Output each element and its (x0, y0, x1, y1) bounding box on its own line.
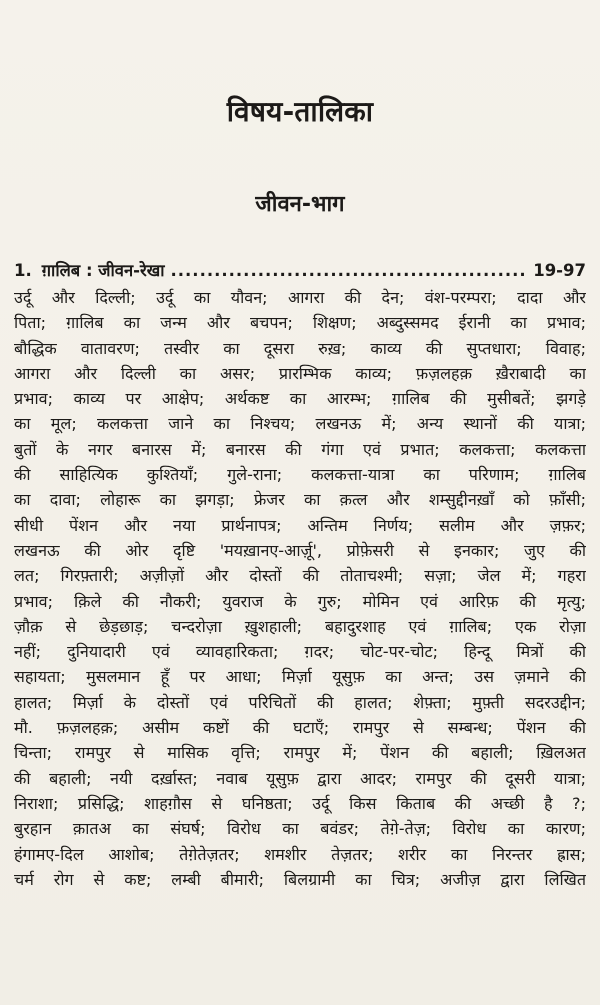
chapter-title: ग़ालिब : जीवन-रेखा (41, 261, 165, 280)
text-line: का मूल; कलकत्ता जाने का निश्चय; लखनऊ में; अन्य स्थानों की यात्रा; (14, 414, 586, 434)
text-line: चिन्ता; रामपुर से मासिक वृत्ति; रामपुर में; पेंशन की बहाली; ख़िलअत (14, 743, 586, 763)
text-line: चर्म रोग से कष्ट; लम्बी बीमारी; बिलग्रामी का चित्र; अजीज़ द्वारा लिखित (14, 869, 586, 889)
section-heading: जीवन-भाग (255, 192, 345, 217)
text-line: आगरा और दिल्ली का असर; प्रारम्भिक काव्य; फ़ज़लहक़ ख़ैराबादी का (14, 363, 586, 383)
text-line: का दावा; लोहारू का झगड़ा; फ्रेजर का क़त्ल और शम्सुद्दीनख़ाँ को फ़ाँसी; (14, 490, 586, 510)
text-line: निराशा; प्रसिद्धि; शाहग़ौस से घनिष्ठता; उर्दू किस किताब की अच्छी है ?; (14, 793, 586, 813)
contents-text (14, 285, 586, 892)
text-line: हालत; मिर्ज़ा के दोस्तों एवं परिचितों की हालत; शेफ़्ता; मुफ़्ती सदरउद्दीन; (14, 692, 586, 712)
text-line: की बहाली; नयी दर्ख़ास्त; नवाब यूसुफ़ द्वारा आदर; रामपुर की दूसरी यात्रा; (14, 768, 586, 788)
text-line: बौद्धिक वातावरण; तस्वीर का दूसरा रुख़; काव्य की सुप्तधारा; विवाह; (14, 338, 586, 358)
chapter-entry (14, 258, 586, 282)
text-line: प्रभाव; काव्य पर आक्षेप; अर्थकष्ट का आरम्भ; ग़ालिब की मुसीबतें; झगड़े (14, 389, 586, 409)
text-line: पिता; ग़ालिब का जन्म और बचपन; शिक्षण; अब्दुस्समद ईरानी का प्रभाव; (14, 313, 586, 333)
chapter-pages: 19-97 (533, 261, 586, 280)
text-line: सहायता; मुसलमान हूँ पर आधा; मिर्ज़ा यूसुफ़ का अन्त; उस ज़माने की (14, 667, 586, 687)
dot-leader (171, 261, 528, 280)
page-title: विषय-तालिका (226, 95, 374, 128)
text-line: बुरहान क़ातअ का संघर्ष; विरोध का बवंडर; तेग़े-तेज़; विरोध का कारण; (14, 819, 586, 839)
text-line: नहीं; दुनियादारी एवं व्यावहारिकता; ग़दर; चोट-पर-चोट; हिन्दू मित्रों की (14, 642, 586, 662)
text-line: ज़ौक़ से छेड़छाड़; चन्दरोज़ा ख़ुशहाली; बहादुरशाह एवं ग़ालिब; एक रोज़ा (14, 616, 586, 636)
text-line: बुतों के नगर बनारस में; बनारस की गंगा एवं प्रभात; कलकत्ता; कलकत्ता (14, 439, 586, 459)
text-line: की साहित्यिक कुश्तियाँ; गुले-राना; कलकत्ता-यात्रा का परिणाम; ग़ालिब (14, 465, 586, 485)
text-line: उर्दू और दिल्ली; उर्दू का यौवन; आगरा की देन; वंश-परम्परा; दादा और (14, 288, 586, 307)
text-line: मौ. फ़ज़लहक़; असीम कष्टों की घटाएँ; रामपुर से सम्बन्ध; पेंशन की (14, 718, 586, 738)
text-line: सीधी पेंशन और नया प्रार्थनापत्र; अन्तिम निर्णय; सलीम और ज़फ़र; (14, 515, 586, 535)
text-line: प्रभाव; क़िले की नौकरी; युवराज के गुरु; मोमिन एवं आरिफ़ की मृत्यु; (14, 591, 586, 611)
text-line: लत; गिरफ़्तारी; अज़ीज़ों और दोस्तों की तोताचश्मी; सज़ा; जेल में; गहरा (14, 566, 586, 586)
chapter-number: 1. (14, 261, 32, 280)
text-line: हंगामए-दिल आशोब; तेग़ेतेज़तर; शमशीर तेज़तर; शरीर का निरन्तर ह्रास; (14, 844, 586, 864)
text-line: लखनऊ की ओर दृष्टि 'मयख़ानए-आर्ज़ू', प्रोफ़ेसरी से इनकार; जुए की (14, 540, 586, 560)
